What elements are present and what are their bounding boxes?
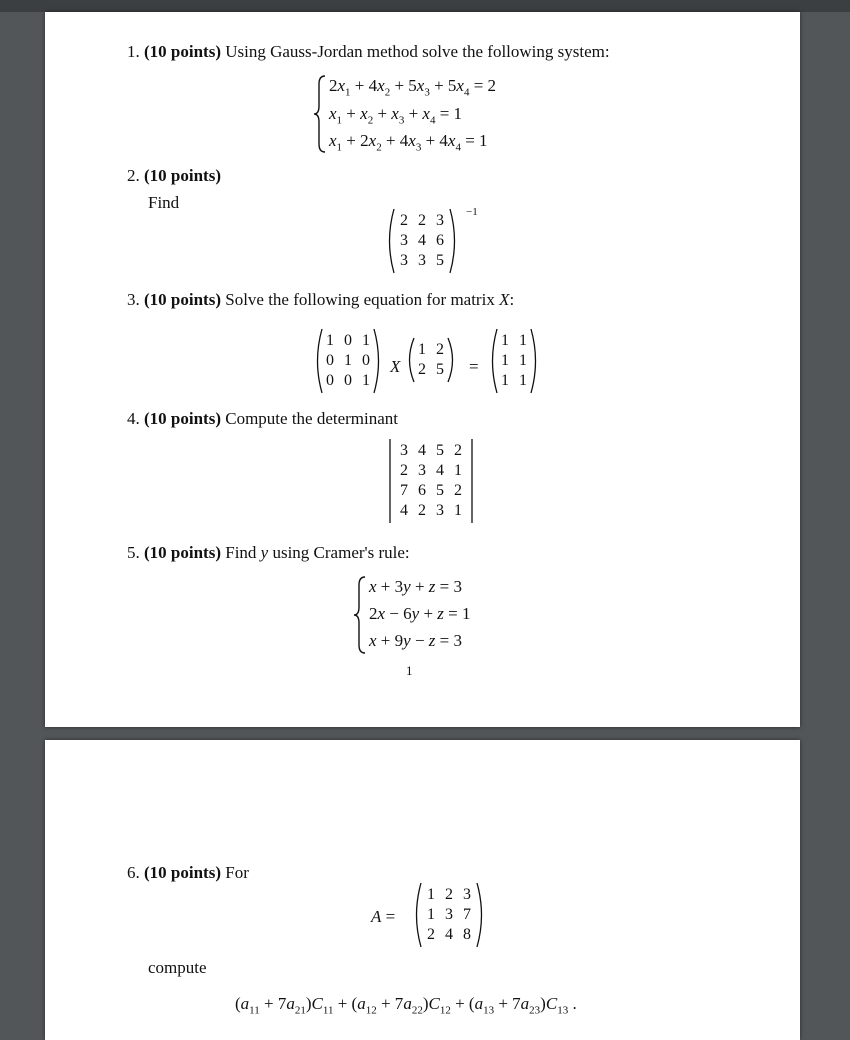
matrix-entry: 2 bbox=[400, 212, 408, 229]
problem-6-compute: compute bbox=[148, 958, 207, 977]
problem-2-exponent: −1 bbox=[466, 206, 478, 218]
problem-1-statement bbox=[127, 42, 610, 62]
problem-3-middle-matrix bbox=[405, 337, 457, 383]
problem-6-matrix-label: A = bbox=[371, 907, 396, 926]
problem-3-text: Solve the following equation for matrix X: bbox=[225, 290, 515, 309]
problem-5-number: 5. bbox=[127, 543, 140, 562]
matrix-grid bbox=[395, 211, 449, 271]
matrix-entry: 1 bbox=[454, 462, 462, 479]
problem-1-number: 1. bbox=[127, 42, 140, 61]
matrix-entry: 2 bbox=[400, 462, 408, 479]
problem-4-number: 4. bbox=[127, 409, 140, 428]
left-brace-icon bbox=[353, 575, 367, 655]
problem-2-matrix bbox=[385, 208, 459, 274]
matrix-entry: 3 bbox=[463, 886, 471, 903]
problem-1-text: Using Gauss-Jordan method solve the following system: bbox=[225, 42, 610, 61]
matrix-entry: 1 bbox=[418, 341, 426, 358]
matrix-entry: 5 bbox=[436, 252, 444, 269]
problem-5-text: Find y using Cramer's rule: bbox=[225, 543, 410, 562]
matrix-entry: 1 bbox=[362, 332, 370, 349]
matrix-entry: 2 bbox=[445, 886, 453, 903]
matrix-entry: 2 bbox=[427, 926, 435, 943]
problem-4-points: (10 points) bbox=[144, 409, 221, 428]
problem-3-points: (10 points) bbox=[144, 290, 221, 309]
matrix-entry: 5 bbox=[436, 442, 444, 459]
matrix-entry: 2 bbox=[418, 502, 426, 519]
problem-3-unknown: X bbox=[390, 357, 401, 376]
problem-6-matrix bbox=[412, 882, 486, 948]
matrix-entry: 3 bbox=[436, 212, 444, 229]
problem-5-eq-2: 2x − 6y + z = 1 bbox=[369, 604, 471, 623]
matrix-entry: 1 bbox=[362, 372, 370, 389]
matrix-grid bbox=[321, 331, 375, 391]
matrix-entry: 2 bbox=[436, 341, 444, 358]
problem-4-text: Compute the determinant bbox=[225, 409, 399, 428]
matrix-entry: 4 bbox=[418, 442, 426, 459]
matrix-entry: 1 bbox=[501, 352, 509, 369]
problem-1-eq-1: $2x_1 + 4x_2 + 5x_3 + 5x_4 = 2$ bbox=[329, 76, 497, 99]
matrix-entry: 2 bbox=[418, 361, 426, 378]
problem-1-points: (10 points) bbox=[144, 42, 221, 61]
matrix-grid bbox=[413, 340, 449, 380]
page-number: 1 bbox=[406, 663, 413, 678]
matrix-entry: 5 bbox=[436, 361, 444, 378]
matrix-entry: 4 bbox=[436, 462, 444, 479]
matrix-entry: 5 bbox=[436, 482, 444, 499]
matrix-grid bbox=[496, 331, 532, 391]
matrix-entry: 3 bbox=[400, 232, 408, 249]
matrix-entry: 0 bbox=[362, 352, 370, 369]
matrix-entry: 4 bbox=[445, 926, 453, 943]
matrix-entry: 1 bbox=[501, 332, 509, 349]
matrix-entry: 8 bbox=[463, 926, 471, 943]
matrix-grid bbox=[422, 885, 476, 945]
matrix-entry: 2 bbox=[418, 212, 426, 229]
matrix-entry: 4 bbox=[400, 502, 408, 519]
matrix-entry: 1 bbox=[427, 886, 435, 903]
matrix-entry: 3 bbox=[400, 252, 408, 269]
matrix-entry: 7 bbox=[463, 906, 471, 923]
matrix-grid bbox=[395, 441, 467, 521]
matrix-entry: 2 bbox=[454, 482, 462, 499]
matrix-entry: 0 bbox=[326, 372, 334, 389]
viewer-top-bar bbox=[0, 0, 850, 12]
problem-5-eq-1: x + 3y + z = 3 bbox=[369, 577, 462, 596]
problem-5-eq-3: x + 9y − z = 3 bbox=[369, 631, 462, 650]
problem-6-statement bbox=[127, 863, 249, 883]
pdf-page-2 bbox=[45, 740, 800, 1040]
matrix-entry: 1 bbox=[427, 906, 435, 923]
matrix-entry: 3 bbox=[445, 906, 453, 923]
matrix-entry: 1 bbox=[501, 372, 509, 389]
matrix-entry: 6 bbox=[436, 232, 444, 249]
matrix-entry: 3 bbox=[418, 252, 426, 269]
matrix-entry: 1 bbox=[519, 332, 527, 349]
problem-6-text: For bbox=[225, 863, 249, 882]
problem-6-expression: $(a_{11} + 7a_{21})C_{11} + (a_{12} + 7a_{22})C_{12} + (a_{13} + 7a_{23})C_{13}$ . bbox=[235, 994, 577, 1017]
matrix-entry: 2 bbox=[454, 442, 462, 459]
matrix-entry: 1 bbox=[454, 502, 462, 519]
problem-1-eq-2: $x_1 + x_2 + x_3 + x_4 = 1$ bbox=[329, 104, 463, 127]
problem-3-statement bbox=[127, 290, 514, 310]
matrix-entry: 1 bbox=[519, 352, 527, 369]
problem-1-eq-3: $x_1 + 2x_2 + 4x_3 + 4x_4 = 1$ bbox=[329, 131, 488, 154]
matrix-entry: 1 bbox=[344, 352, 352, 369]
matrix-entry: 0 bbox=[344, 332, 352, 349]
matrix-entry: 6 bbox=[418, 482, 426, 499]
matrix-entry: 0 bbox=[344, 372, 352, 389]
pdf-page-1 bbox=[45, 12, 800, 727]
problem-3-number: 3. bbox=[127, 290, 140, 309]
problem-4-determinant bbox=[387, 438, 475, 524]
problem-4-statement bbox=[127, 409, 398, 429]
matrix-entry: 0 bbox=[326, 352, 334, 369]
problem-1-system bbox=[313, 74, 573, 154]
matrix-entry: 7 bbox=[400, 482, 408, 499]
matrix-entry: 4 bbox=[418, 232, 426, 249]
left-brace-icon bbox=[313, 74, 327, 154]
problem-2-text: Find bbox=[148, 193, 180, 212]
matrix-entry: 3 bbox=[436, 502, 444, 519]
problem-2-points: (10 points) bbox=[144, 166, 221, 185]
matrix-entry: 1 bbox=[326, 332, 334, 349]
matrix-entry: 3 bbox=[418, 462, 426, 479]
matrix-entry: 1 bbox=[519, 372, 527, 389]
problem-3-equals: = bbox=[469, 357, 479, 376]
matrix-entry: 3 bbox=[400, 442, 408, 459]
problem-2-statement bbox=[127, 166, 221, 186]
problem-5-points: (10 points) bbox=[144, 543, 221, 562]
problem-6-number: 6. bbox=[127, 863, 140, 882]
problem-2-number: 2. bbox=[127, 166, 140, 185]
problem-6-points: (10 points) bbox=[144, 863, 221, 882]
problem-5-statement bbox=[127, 543, 410, 563]
problem-3-left-matrix bbox=[313, 328, 383, 394]
problem-3-right-matrix bbox=[488, 328, 540, 394]
problem-5-system bbox=[353, 575, 553, 655]
